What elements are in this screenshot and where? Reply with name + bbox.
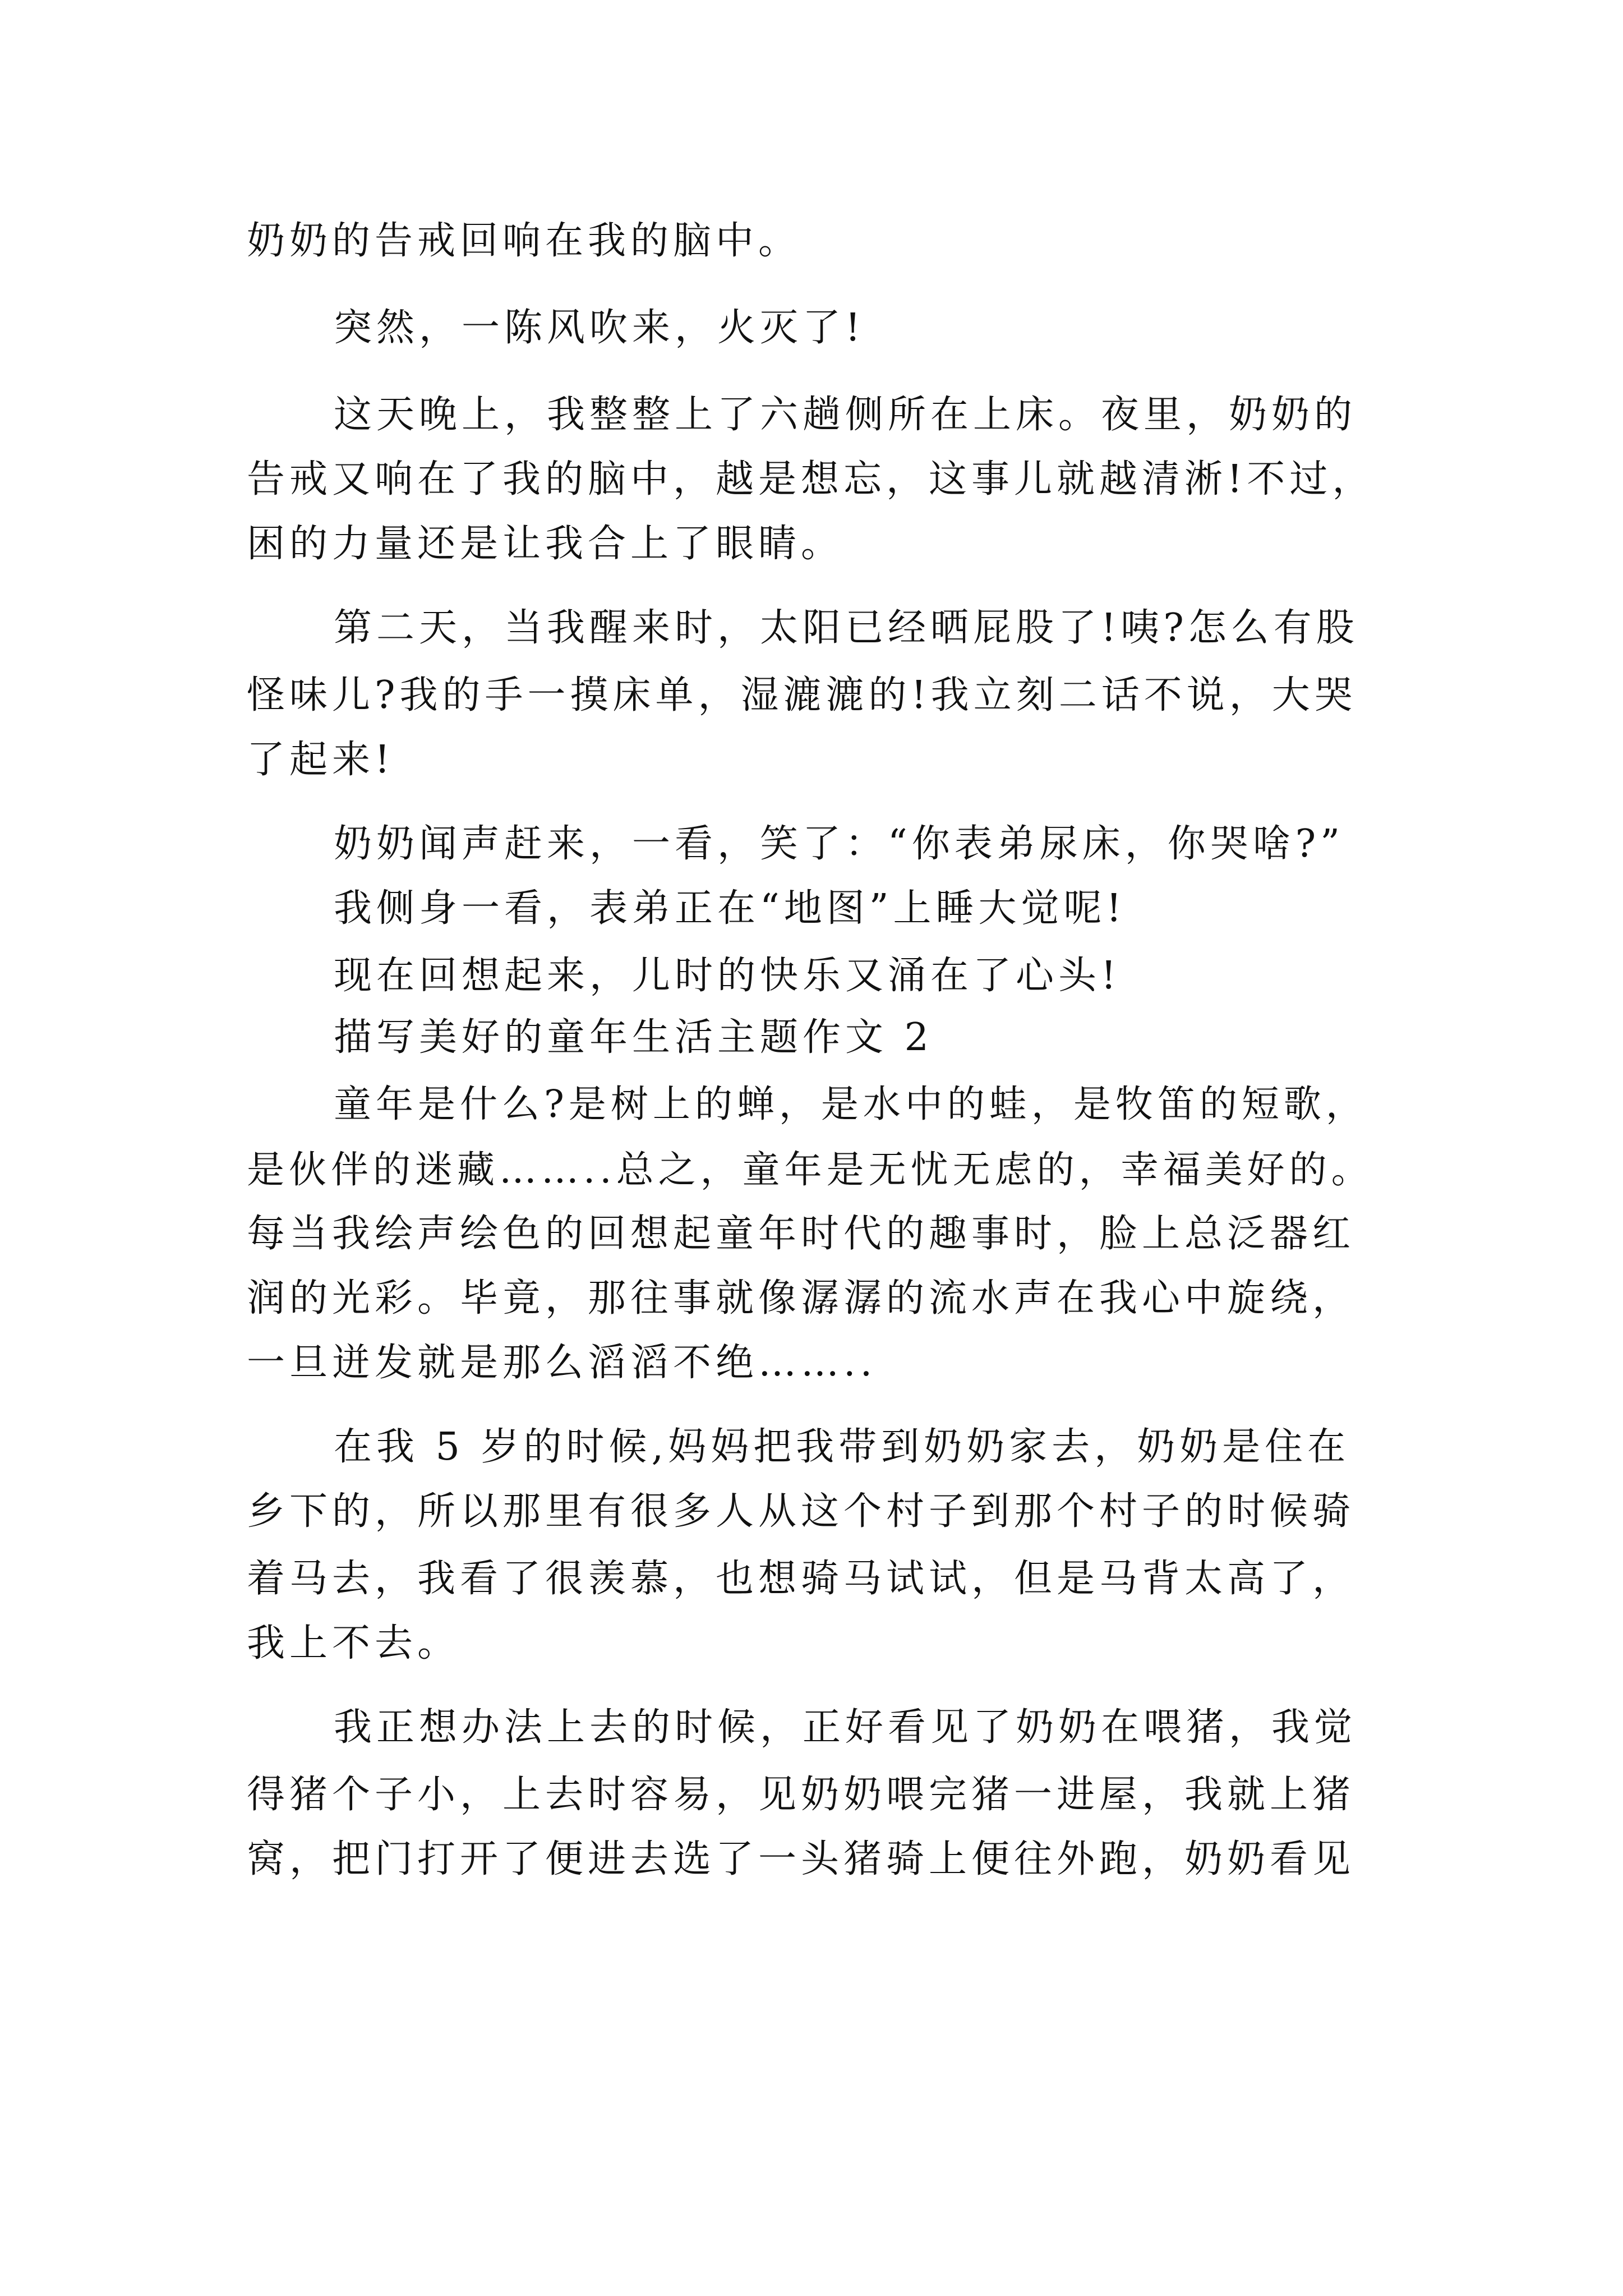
text-line: 我上不去。 bbox=[247, 1621, 460, 1665]
text-line: 我正想办法上去的时候，正好看见了奶奶在喂猪，我觉 bbox=[334, 1705, 1357, 1750]
text-line: 着马去，我看了很羡慕，也想骑马试试，但是马背太高了， bbox=[247, 1557, 1355, 1601]
text-line: 奶奶的告戒回响在我的脑中。 bbox=[247, 219, 801, 263]
text-line: 第二天，当我醒来时，太阳已经晒屁股了!咦?怎么有股 bbox=[334, 606, 1359, 650]
text-line: 突然，一陈风吹来，火灭了! bbox=[334, 306, 865, 350]
section-heading: 描写美好的童年生活主题作文 2 bbox=[334, 1015, 933, 1060]
text-line: 这天晚上，我整整上了六趟侧所在上床。夜里，奶奶的 bbox=[334, 393, 1357, 437]
text-line: 困的力量还是让我合上了眼睛。 bbox=[247, 522, 844, 566]
text-line: 我侧身一看，表弟正在“地图”上睡大觉呢! bbox=[334, 886, 1126, 931]
text-line: 在我 5 岁的时候,妈妈把我带到奶奶家去，奶奶是住在 bbox=[334, 1425, 1350, 1469]
text-line: 每当我绘声绘色的回想起童年时代的趣事时，脸上总泛器红 bbox=[247, 1212, 1355, 1256]
text-line: 告戒又响在了我的脑中，越是想忘，这事儿就越清淅!不过， bbox=[247, 457, 1375, 501]
text-line: 一旦迸发就是那么滔滔不绝…….. bbox=[247, 1341, 877, 1385]
text-line: 窝，把门打开了便进去选了一头猪骑上便往外跑，奶奶看见 bbox=[247, 1837, 1355, 1881]
text-line: 童年是什么?是树上的蝉，是水中的蛙，是牧笛的短歌， bbox=[334, 1082, 1368, 1126]
text-line: 现在回想起来，儿时的快乐又涌在了心头! bbox=[334, 954, 1121, 998]
text-line: 乡下的，所以那里有很多人从这个村子到那个村子的时候骑 bbox=[247, 1489, 1355, 1534]
text-line: 是伙伴的迷藏……..总之，童年是无忧无虑的，幸福美好的。 bbox=[247, 1148, 1373, 1191]
text-line: 奶奶闻声赶来，一看，笑了：“你表弟尿床，你哭啥?” bbox=[334, 822, 1344, 866]
text-line: 润的光彩。毕竟，那往事就像潺潺的流水声在我心中旋绕， bbox=[247, 1276, 1355, 1320]
text-line: 得猪个子小，上去时容易，见奶奶喂完猪一进屋，我就上猪 bbox=[247, 1773, 1355, 1817]
text-line: 了起来! bbox=[247, 738, 395, 782]
text-line: 怪味儿?我的手一摸床单，湿漉漉的!我立刻二话不说，大哭 bbox=[247, 673, 1357, 717]
